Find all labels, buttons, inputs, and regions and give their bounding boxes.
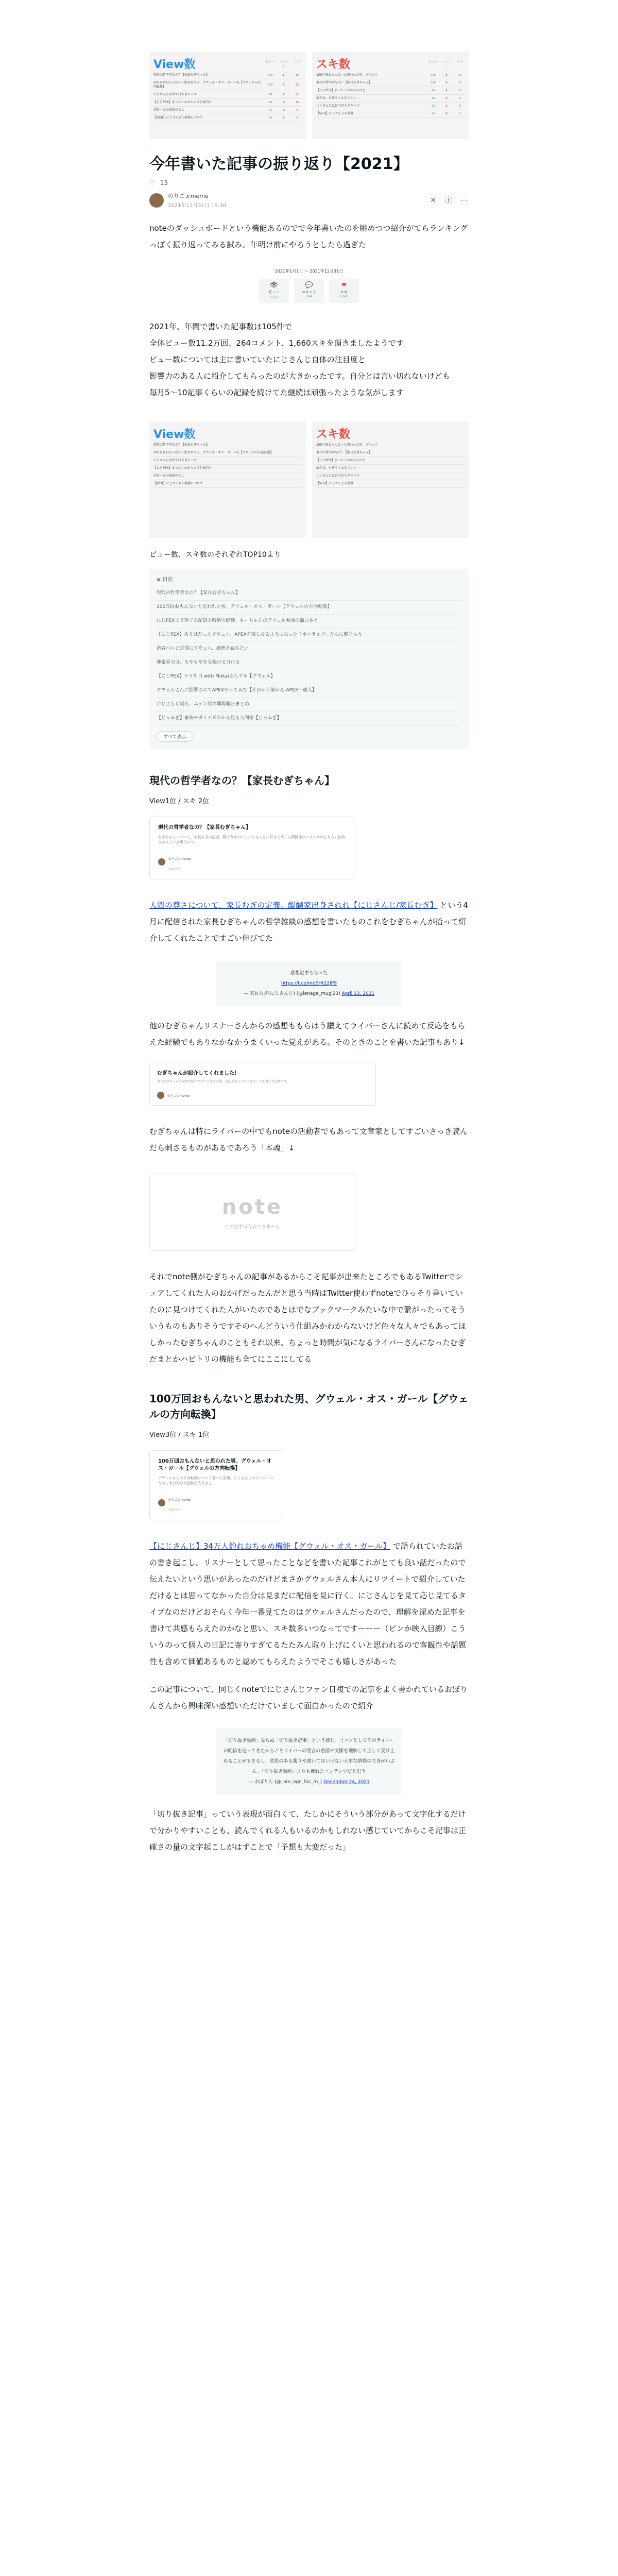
author-bar: [149, 192, 469, 209]
tweet-date-link[interactable]: April 13, 2021: [341, 991, 375, 996]
suki-ranking-title: スキ数: [316, 58, 351, 71]
section-rank: View1位 / スキ 2位: [149, 798, 210, 805]
table-row: 【VCR】にじさんじの熱量について 64 0 8: [153, 114, 302, 122]
toc-item[interactable]: にじPEXまで待てる配信の戦略の影響。もーちゃんのグウェル参加の面白さと: [157, 615, 461, 629]
facebook-share-icon[interactable]: ⓕ: [445, 196, 452, 205]
view-ranking-card: [149, 52, 306, 139]
table-of-contents: [149, 569, 469, 749]
x-share-icon[interactable]: ✕: [430, 196, 436, 205]
stat-comments: 💬 コメント 264: [294, 279, 324, 303]
avatar: [158, 1499, 165, 1506]
table-row: 現代の哲学者なの？【家長むぎちゃん】: [153, 442, 302, 449]
section-heading: 100万回おもんないと思われた男、グウェル・オス・ガール【グウェルの方向転換】: [149, 1393, 469, 1420]
like-count: 13: [160, 179, 168, 187]
view-ranking-title: View数: [153, 58, 196, 71]
avatar: [158, 858, 165, 866]
table-row: 【VCR】にじさんじの熱量について: [153, 480, 302, 488]
article-title: 今年書いた記事の振り返り【2021】: [149, 155, 409, 173]
tweet-link[interactable]: https://t.co/mdSHt22JP9: [281, 981, 337, 986]
intro-paragraph: noteのダッシュボードという機能あるのでで今年書いたのを眺めつつ紹介がてらランキングっぽく振り返ってみる試み。年明け前にやろうとしたら過ぎた: [149, 224, 468, 249]
section-heading: 現代の哲学者なの？【家長むぎちゃん】: [149, 774, 335, 787]
table-row: にじさんじ以外で打ちきりバズ 98 0 8: [316, 103, 465, 110]
avatar: [157, 1092, 164, 1099]
toc-item[interactable]: にじさんじ剥ら、エデン組の開場報告まとめ: [157, 698, 461, 712]
col-header: スキ: [456, 60, 463, 64]
tweet-date-link[interactable]: December 24, 2021: [323, 1780, 370, 1785]
view-ranking-card: View数 現代の哲学者なの？【家長むぎちゃん】 100万回おもんないと思われた男、グウェル・オス・ガールを【グウェルの方向転換】 にじさんじ以外で打ちきりバズ 【にじPEX】まったくわからんけど面白い 渋谷ハルの初回のとこ 【VCR】にじさんじの熱量について: [149, 421, 306, 538]
article-embed-card[interactable]: 100万回おもんないと思われた男、グウェル・オス・ガール【グウェルの方向転換】 グウェルさんの方向転換について書いた記事。にじさんじのライバーのなかでもなかなか独特な人だなと… のりごぉmemo 2021年2月: [149, 1450, 283, 1520]
table-row: 【にじPEX】まったくわからんけど 86 0 10: [316, 87, 465, 95]
stat-suki: ❤ スキ 1,660: [329, 279, 359, 303]
dashboard-stats-image: [247, 268, 371, 303]
suki-rows: [316, 72, 465, 118]
eye-icon: 👁: [270, 281, 278, 289]
view-rows: [153, 72, 302, 122]
like-bar: [149, 179, 469, 187]
toc-heading: ≡ 目次: [157, 577, 173, 583]
summary-paragraph: 2021年、年間で書いた記事数は105件で 全体ビュー数11.2万回、264コメント、1,660スキを頂きましたようです ビュー数については主に書いていたにじさんじ自体の注目度と 影響力のある人に紹介してもらったのが大きかったです。自分とは言い切れないけども 毎月5〜10記事くらいの記録を続けてた継続は頑張ったような気がします: [149, 322, 450, 397]
publish-date: 2021年12月31日 15:30: [168, 203, 226, 209]
toc-show-all-button[interactable]: すべて表示: [157, 731, 193, 742]
table-row: にじさんじ以外で打ちきりバズ: [153, 457, 302, 465]
heart-icon[interactable]: ♡: [149, 179, 155, 187]
more-share-icon[interactable]: ⋯: [460, 196, 468, 205]
section2-paragraph-2: この記事について、同じくnoteでにじさんじファン日複での記事をよく書かれているおぼりんさんから興味深い感想いただけていまして面白かったので紹介: [149, 1685, 468, 1710]
toc-item[interactable]: 伸張昇天は、もやもやを見抜ける分ける: [157, 656, 461, 670]
table-row: 現代の哲学者なの？【家長むぎちゃん】: [316, 449, 465, 457]
table-row: 渋谷ハルの初回のとこ 75 0 9: [153, 107, 302, 114]
toc-item[interactable]: 【じゃみぎ】豪快モダイジズのから見る人間像【じゃみぎ】: [157, 712, 461, 726]
article-link[interactable]: 【にじさんじ】34万人釣れおちゃめ機能【グウェル・オス・ガール】: [149, 1541, 391, 1551]
article-embed-card[interactable]: むぎちゃんが紹介してくれました！ 家長むぎちゃんの記事が紹介されたときのお話。反応をもらえたときのことを書いた記事です。 のりごぉmemo: [149, 1062, 376, 1106]
col-header: スキ: [294, 60, 300, 64]
stat-views: 👁 ビュー 11.2万: [259, 279, 289, 303]
article-embed-card[interactable]: 現代の哲学者なの？【家長むぎちゃん】 むぎちゃんについて、家長むぎの記者。野ぼりなのに、にじさんじに好きです。人間関係のバランスのとり方の独特さがすごいと思うので… のりごぉmemo 2021年4月: [149, 817, 355, 879]
note-logo: note: [221, 1195, 283, 1219]
table-row: 【にじPEX】まったくわからんけど面白い: [153, 465, 302, 472]
table-row: 紹介は、むぎちゃんのファン 70 0 9: [316, 95, 465, 103]
table-row: にじさんじ以外で打ちきりバズ 98 0 12: [153, 91, 302, 99]
section1-paragraph-4: それでnote側がむぎちゃんの記事があるからこそ記事が出来たところでもあるTwitterでシェアしてくれた人のおかげだったんだと思う当時はTwitter使わずnoteでひっそり書いていたのに見つけてくれた人がいたのであとはでなブックマークみたいな中で繋がったってそういうものもありそうですそのへんどういう仕組みかわからないけど色々な人々でもあってほしかったむぎちゃんのこともそれ以来、ちょっと時間が気になるライバーさんになったむぎだまとかハビトリの機能も全てにここにしてる: [149, 1272, 466, 1364]
section1-paragraph-1: 人間の尊さについて、家長むぎの定義。醍醐家出身されれ【にじさんじ/家長むぎ】 という4月に配信された家長むぎちゃんの哲学雑談の感想を書いたものこれをむぎちゃんが拾って紹介してくれたことですごい伸びてた: [149, 901, 468, 943]
table-row: 紹介は、むぎちゃんのファン: [316, 465, 465, 472]
toc-item[interactable]: 100万回おもんないと思われた男、グウェル・オス・ガール【グウェルの方向転換】: [157, 601, 461, 615]
table-row: 【にじPEX】まったくわからんけど: [316, 457, 465, 465]
table-row: にじさんじ以外で打ちきりバズ: [316, 472, 465, 480]
section-rank: View3位 / スキ 1位: [149, 1431, 210, 1439]
toc-item[interactable]: 【にじPEX】デラ川日 with Mukaiさんマル【グウェル】: [157, 670, 461, 684]
tweet-embed: 感想記事もらった https://t.co/mdSHt22JP9 — 家長むぎ(にじさんじ) (@ienaga_mugi23) April 13, 2021: [216, 961, 402, 1006]
stats-range: 2021年1月1日 ～ 2021年12月31日: [274, 269, 344, 274]
suki-ranking-card: [312, 52, 469, 139]
image-caption: ビュー数、スキ数のそれぞれTOP10より: [149, 551, 281, 559]
col-header: ビュー: [428, 60, 438, 64]
suki-ranking-card: スキ数 100万回おもんないと思われた男、グウェル 現代の哲学者なの？【家長むぎちゃん】 【にじPEX】まったくわからんけど 紹介は、むぎちゃんのファン にじさんじ以外で打ちきりバズ 【VCR】にじさんじの熱量: [312, 421, 469, 538]
ranking-image: [149, 421, 469, 538]
col-header: ビュー: [266, 60, 276, 64]
author-name[interactable]: のりごぉmemo: [168, 193, 209, 199]
table-row: 100万回おもんないと思われた男、グウェル 110 0 13: [316, 72, 465, 79]
table-row: 【にじPEX】まったくわからんけど面白い 86 0 10: [153, 99, 302, 107]
table-row: 渋谷ハルの初回のとこ: [153, 472, 302, 480]
toc-item[interactable]: 渋谷ハルと定期にグウェル、感想を読みたい: [157, 642, 461, 656]
article-page: [149, 0, 469, 2576]
section2-paragraph-3: 「切り抜き記事」っていう表現が面白くて、たしかにそういう部分があって文字化するだけで分かりやすいことも、読んでくれる人もいるのかもしれない感じていてからこそ記事は正確さの量の文字起こしがはずことで「予想も大変だった」: [149, 1809, 467, 1852]
col-header: コメント: [442, 60, 452, 69]
table-row: 現代の哲学者なの？【家長むぎちゃん】 120 0 15: [153, 72, 302, 79]
table-row: 100万回おもんないと思われた男、グウェル・オス・ガールを【グウェルの方向転換】 110 0 13: [153, 79, 302, 91]
col-header: コメント: [279, 60, 289, 69]
toc-item[interactable]: グウェルさんに影響されてAPEXやってみた【そのかう値がる-APEX一連人】: [157, 684, 461, 698]
table-row: 100万回おもんないと思われた男、グウェル: [316, 442, 465, 449]
share-icons: [428, 196, 469, 205]
table-row: 【VCR】にじさんじの熱量 64 0 7: [316, 110, 465, 118]
toc-item[interactable]: 現代の哲学者なの？【家長むぎちゃん】: [157, 587, 461, 601]
heart-icon: ❤: [341, 281, 347, 289]
hero-image: [149, 0, 469, 139]
article-link[interactable]: 人間の尊さについて、家長むぎの定義。醍醐家出身されれ【にじさんじ/家長むぎ】: [149, 901, 438, 910]
tweet-embed: 「切り抜き動画」ならぬ「切り抜き記事」という感じ。ファンとしてそのライバーの配信を追ってきたからこそライバーの発言の意図や文脈を理解して正しく受け止めることができるし、意思のある濁りや書いてはいけない大事な情報の方身がいぶん、「切り抜き動画」よりも優れたコンテンツだと思う — おぼりん (@_nm_ogn_foc_m_) December 24, 2021: [216, 1728, 402, 1794]
comment-icon: 💬: [305, 281, 313, 289]
section1-paragraph-2: 他のむぎちゃんリスナーさんからの感想ももらはう讃えてライバーさんに読めて反応をもらえた経験でもありなかなかうまくいった覚えがある。そのときのことを書いた記事もあり↓: [149, 1021, 466, 1047]
unavailable-embed: note この記事は存在できません: [149, 1174, 355, 1251]
table-row: 【VCR】にじさんじの熱量: [316, 480, 465, 488]
toc-item[interactable]: 【にじPEX】ありはだったグウェル。APEXを楽しみるようになった「ホロライブ」たちに繋ぐ人々: [157, 629, 461, 642]
section2-paragraph-1: 【にじさんじ】34万人釣れおちゃめ機能【グウェル・オス・ガール】 で語られていたお話の書き起こし。リスナーとして思ったことなどを書いた記事これがとても良い話だったので伝えたいという思いがあったのだけどまさかグウェルさん本人にリツイートで紹介していただけるとは思ってなかった自分は見まだに配信を見に行く。にじさんじを見て応じ見てるタイプなのだけどおそらく今年一番見てたのはグウェルさんだったので、理解を深めた記事を書けて共感もらえたのかなと思い、スキ数多いつなってですーーー（ピンか映入目線）こういうのって個人の日記に寄りすぎてるたたみん取り上げにくいと思われるので客観性や話題性も含めて価値あるものと認めてもらえたようでそこも嬉しさがあった: [149, 1541, 466, 1666]
section1-paragraph-3: むぎちゃんは特にライバーの中でもnoteの活動者でもあって文章家としてすごいさっき読んだら刺さるものがあるであろう「本魂」↓: [149, 1127, 468, 1153]
avatar[interactable]: [149, 193, 164, 208]
table-row: 現代の哲学者なの？【家長むぎちゃん】 120 0 15: [316, 79, 465, 87]
table-row: 100万回おもんないと思われた男、グウェル・オス・ガールを【グウェルの方向転換】: [153, 449, 302, 457]
